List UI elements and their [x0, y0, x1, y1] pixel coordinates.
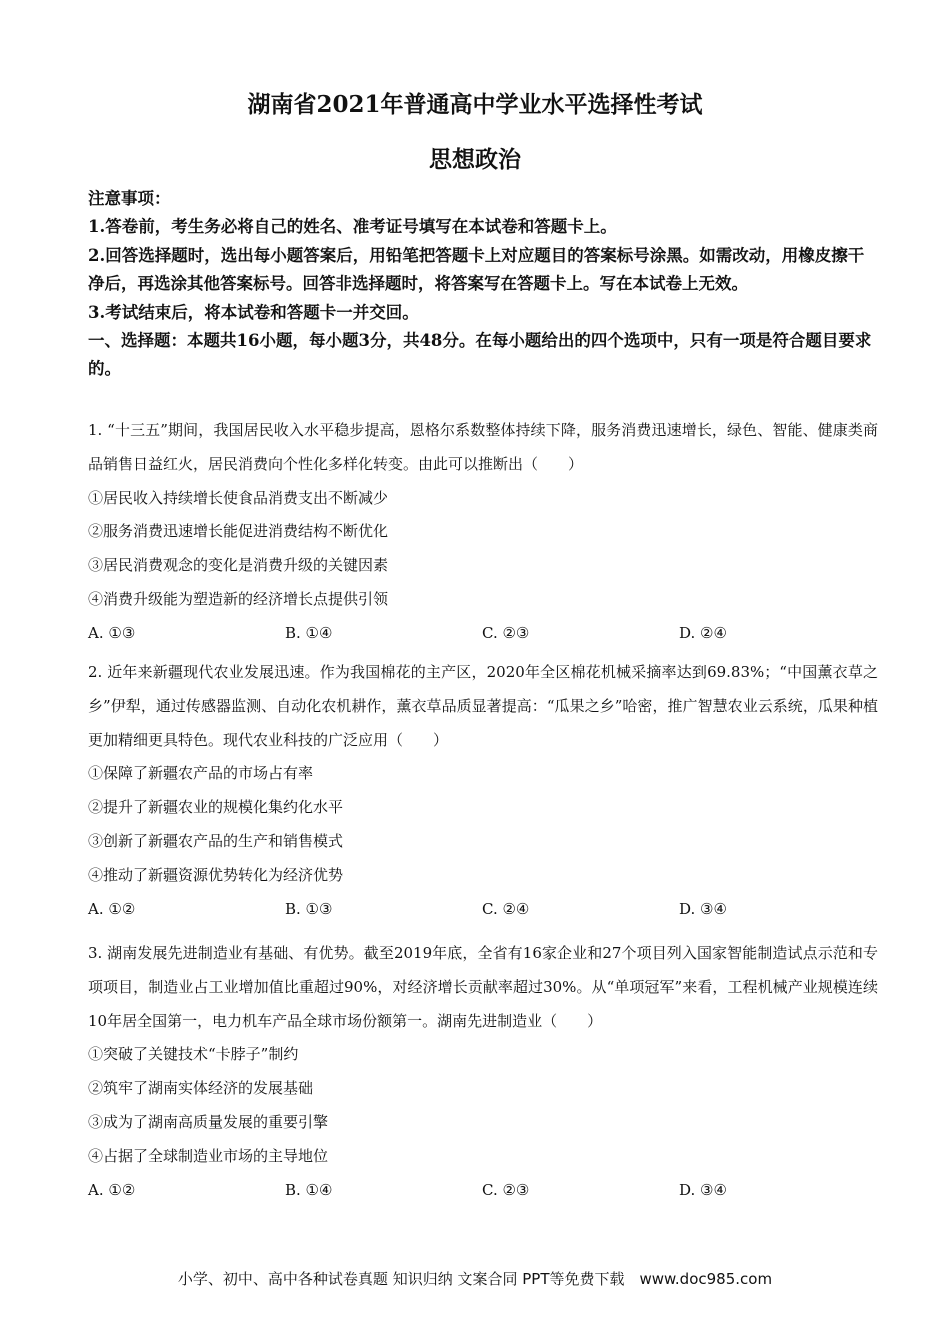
question-option: ③成为了湖南高质量发展的重要引擎: [88, 1112, 329, 1131]
question-option: ③居民消费观念的变化是消费升级的关键因素: [88, 556, 389, 575]
notice-block: [88, 185, 878, 384]
choice-c: C. ②④: [482, 899, 530, 918]
choice-a: A. ①②: [88, 899, 136, 918]
question-option: ④消费升级能为塑造新的经济增长点提供引领: [88, 589, 389, 608]
question-option: ④推动了新疆资源优势转化为经济优势: [88, 865, 344, 884]
notice-item: 1.答卷前，考生务必将自己的姓名、准考证号填写在本试卷和答题卡上。: [88, 217, 617, 237]
question-option: ②提升了新疆农业的规模化集约化水平: [88, 798, 344, 817]
question-option: ②筑牢了湖南实体经济的发展基础: [88, 1079, 314, 1098]
choice-d: D. ②④: [679, 623, 727, 642]
notice-item: 2.回答选择题时，选出每小题答案后，用铅笔把答题卡上对应题目的答案标号涂黑。如需改动，用橡皮擦干净后，再选涂其他答案标号。回答非选择题时，将答案写在答题卡上。写在本试卷上无效。: [88, 245, 865, 294]
question-stem: 3. 湖南发展先进制造业有基础、有优势。截至2019年底，全省有16家企业和27个项目列入国家智能制造试点示范和专项项目，制造业占工业增加值比重超过90%，对经济增长贡献率超过30%。从“单项冠军”来看，工程机械产业规模连续10年居全国第一，电力机车产品全球市场份额第一。湖南先进制造业（ ）: [88, 944, 878, 1030]
question-3: [88, 937, 878, 1207]
answer-choices: [88, 617, 878, 651]
question-option: ①突破了关键技术“卡脖子”制约: [88, 1045, 299, 1064]
choice-c: C. ②③: [482, 1180, 530, 1199]
notice-heading: 注意事项：: [88, 189, 171, 208]
question-stem: 2. 近年来新疆现代农业发展迅速。作为我国棉花的主产区，2020年全区棉花机械采摘率达到69.83%；“中国薰衣草之乡”伊犁，通过传感器监测、自动化农机耕作，薰衣草品质显著提高：“瓜果之乡”哈密，推广智慧农业云系统，瓜果种植更加精细更具特色。现代农业科技的广泛应用（ ）: [88, 663, 878, 749]
question-option: ①居民收入持续增长使食品消费支出不断减少: [88, 488, 389, 507]
choice-a: A. ①③: [88, 623, 136, 642]
choice-d: D. ③④: [679, 899, 727, 918]
question-2: [88, 656, 878, 926]
question-stem: 1. “十三五”期间，我国居民收入水平稳步提高，恩格尔系数整体持续下降，服务消费迅速增长，绿色、智能、健康类商品销售日益红火，居民消费向个性化多样化转变。由此可以推断出（ ）: [88, 421, 878, 473]
exam-title: 湖南省2021年普通高中学业水平选择性考试: [247, 91, 703, 118]
choice-d: D. ③④: [679, 1180, 727, 1199]
choice-b: B. ①④: [285, 623, 333, 642]
choice-b: B. ①④: [285, 1180, 333, 1199]
question-option: ①保障了新疆农产品的市场占有率: [88, 764, 314, 783]
question-1: [88, 414, 878, 651]
notice-item: 3.考试结束后，将本试卷和答题卡一并交回。: [88, 302, 419, 322]
choice-c: C. ②③: [482, 623, 530, 642]
section-heading: 一、选择题：本题共16小题，每小题3分，共48分。在每小题给出的四个选项中，只有一项是符合题目要求的。: [88, 331, 872, 379]
answer-choices: [88, 893, 878, 927]
subject-title: 思想政治: [429, 146, 521, 173]
footer-banner: 小学、初中、高中各种试卷真题 知识归纳 文案合同 PPT等免费下载 www.doc985.com: [177, 1270, 773, 1288]
question-option: ②服务消费迅速增长能促进消费结构不断优化: [88, 522, 389, 541]
question-option: ④占据了全球制造业市场的主导地位: [88, 1146, 329, 1165]
choice-a: A. ①②: [88, 1180, 136, 1199]
question-option: ③创新了新疆农产品的生产和销售模式: [88, 831, 344, 850]
answer-choices: [88, 1174, 878, 1208]
choice-b: B. ①③: [285, 899, 333, 918]
